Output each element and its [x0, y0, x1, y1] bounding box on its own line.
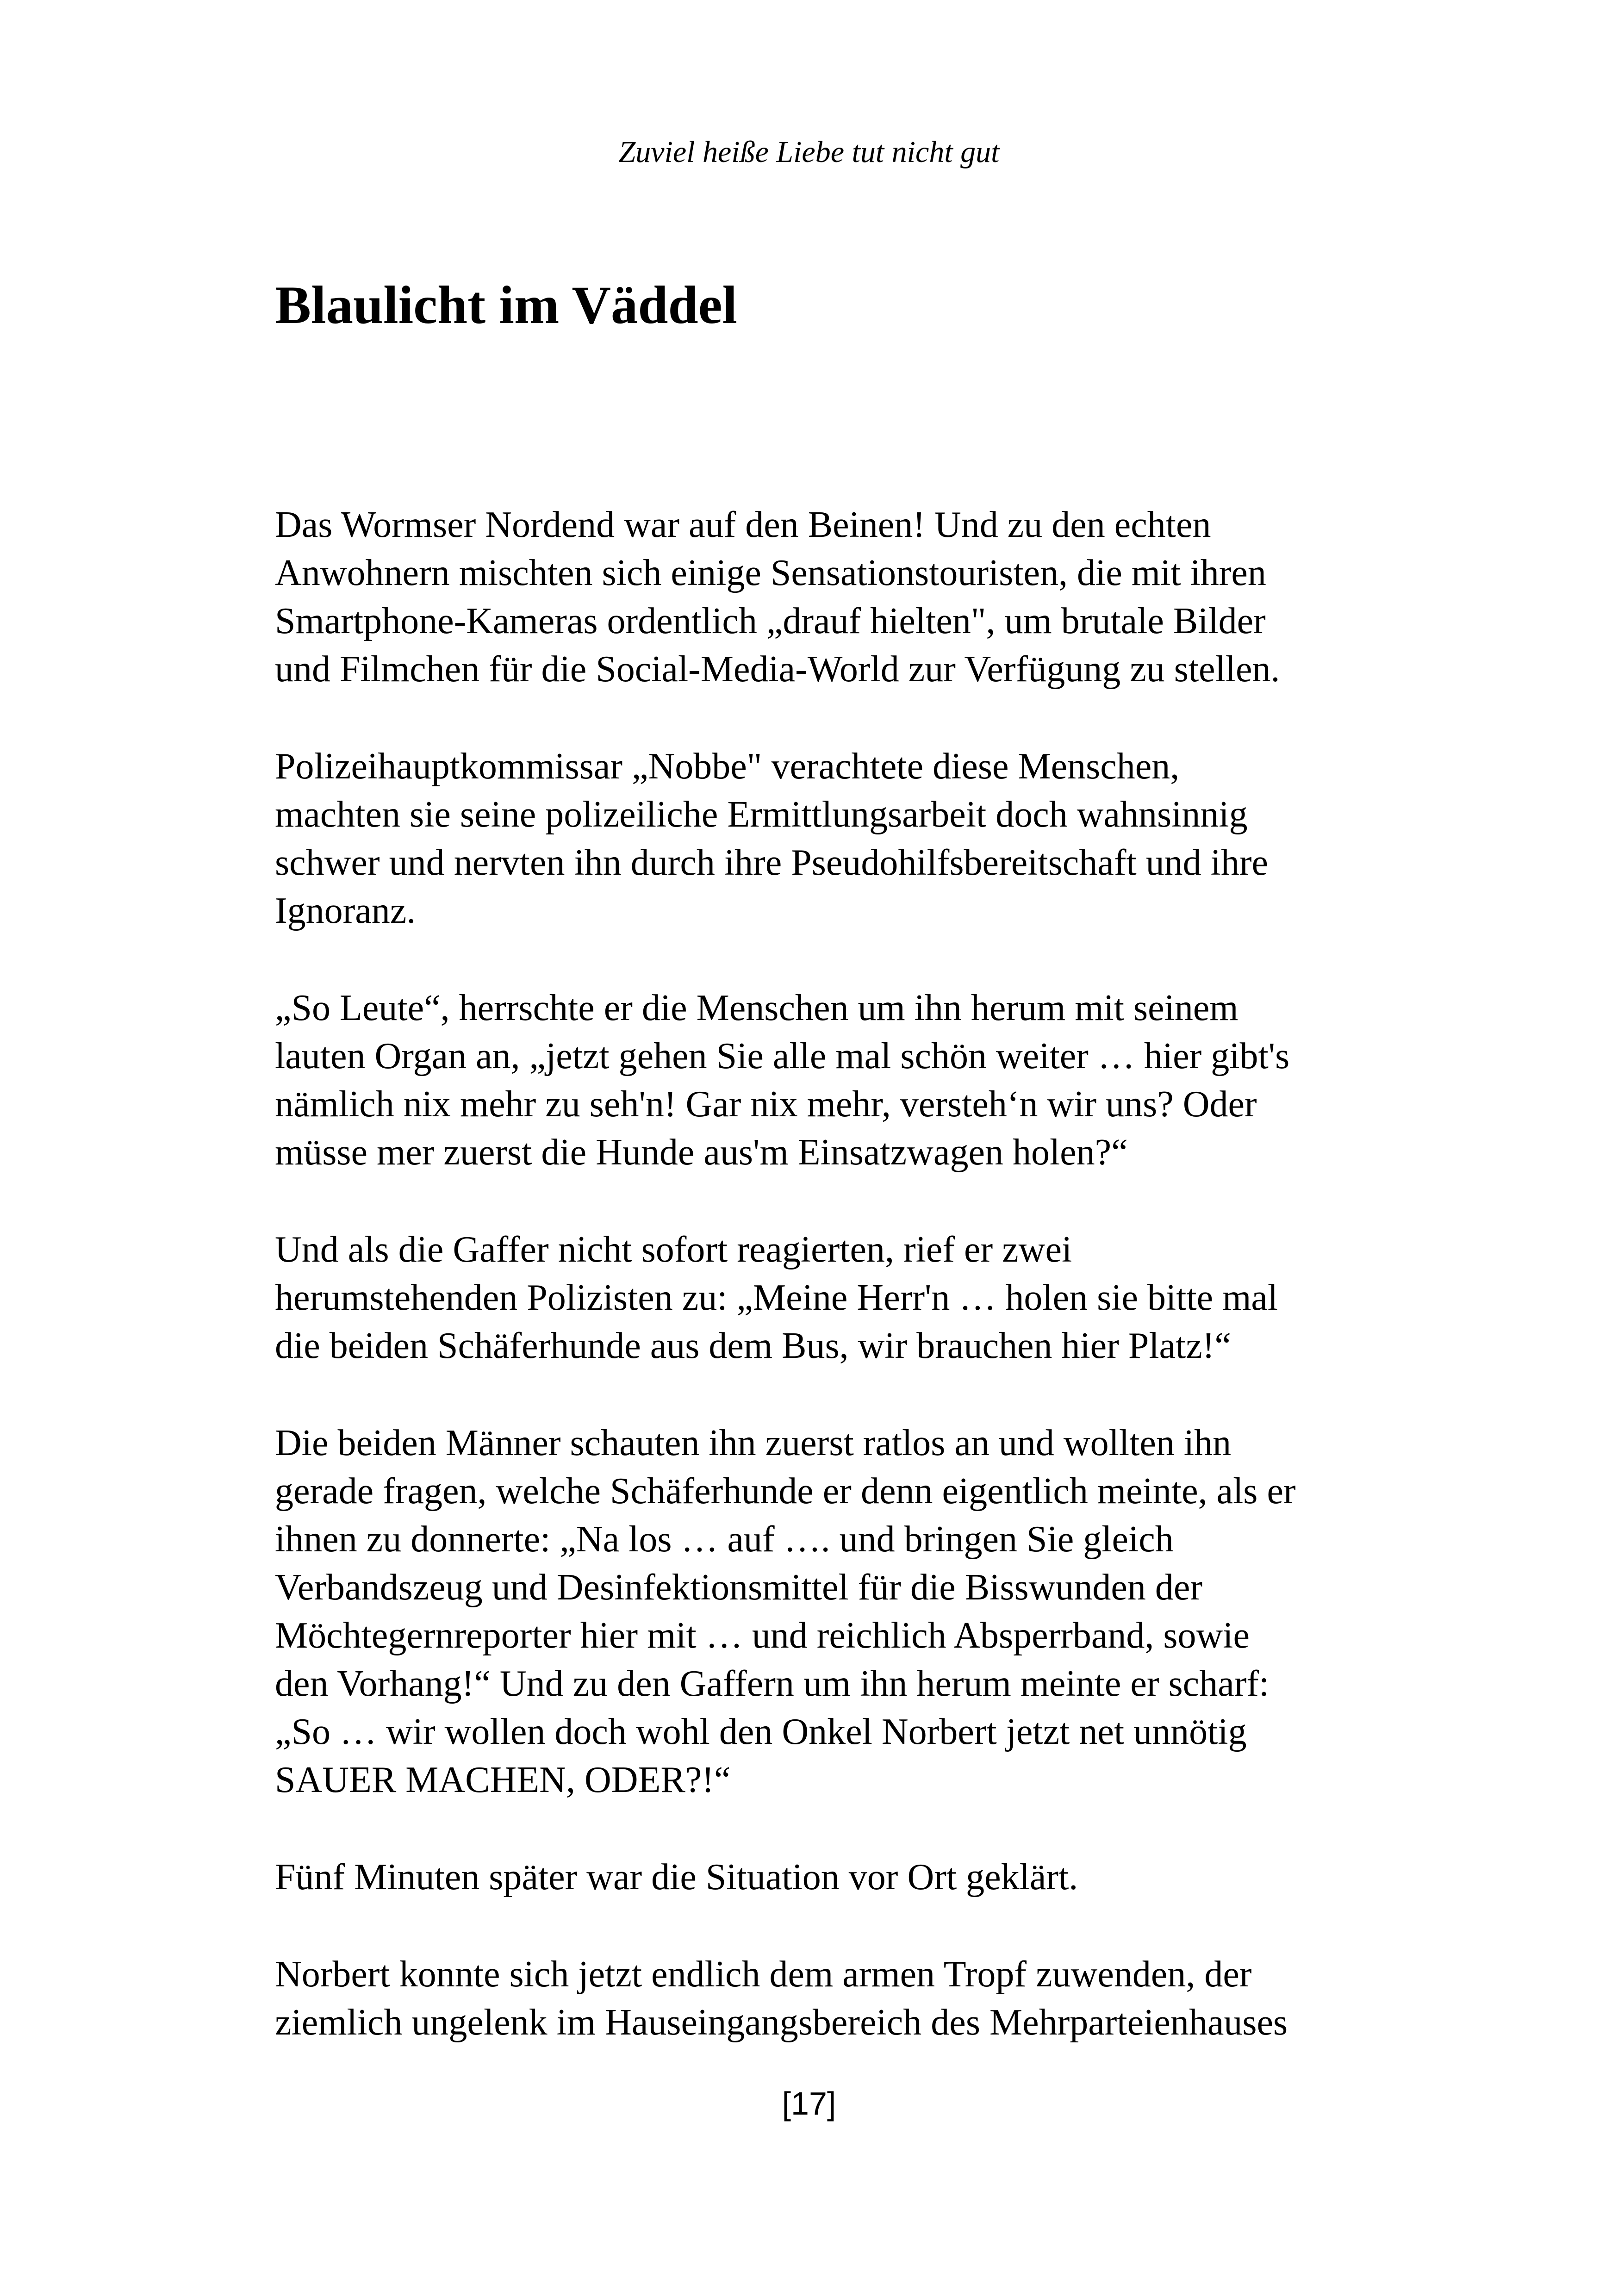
- chapter-title: Blaulicht im Väddel: [275, 275, 738, 335]
- paragraph-1: Das Wormser Nordend war auf den Beinen! Und zu den echten Anwohnern mischten sich einige Sensationstouristen, die mit ihren Smartphone-Kameras ordentlich „drauf hielten", um brutale Bilder und Filmchen für die Social-Media-World zur Verfügung zu stellen.: [275, 504, 1280, 690]
- paragraph-6: Fünf Minuten später war die Situation vor Ort geklärt.: [275, 1857, 1078, 1898]
- page-number: [17]: [782, 2085, 836, 2122]
- body-text: [275, 501, 1358, 2096]
- paragraph-2: Polizeihauptkommissar „Nobbe" verachtete diese Menschen, machten sie seine polizeiliche Ermittlungsarbeit doch wahnsinnig schwer und nervten ihn durch ihre Pseudohilfsbereitschaft und ihre Ignoranz.: [275, 746, 1269, 931]
- paragraph-3: „So Leute“, herrschte er die Menschen um ihn herum mit seinem lauten Organ an, „jetzt gehen Sie alle mal schön weiter … hier gibt's nämlich nix mehr zu seh'n! Gar nix mehr, versteh‘n wir uns? Oder müsse mer zuerst die Hunde aus'm Einsatzwagen holen?“: [275, 988, 1290, 1173]
- paragraph-7: Norbert konnte sich jetzt endlich dem armen Tropf zuwenden, der ziemlich ungelenk im Hauseingangsbereich des Mehrparteienhauses: [275, 1954, 1288, 2043]
- paragraph-4: Und als die Gaffer nicht sofort reagierten, rief er zwei herumstehenden Polizisten zu: „Meine Herr'n … holen sie bitte mal die beiden Schäferhunde aus dem Bus, wir brauchen hier Platz!“: [275, 1229, 1278, 1366]
- paragraph-5: Die beiden Männer schauten ihn zuerst ratlos an und wollten ihn gerade fragen, welche Schäferhunde er denn eigentlich meinte, als er ihnen zu donnerte: „Na los … auf …. und bringen Sie gleich Verbandszeug und Desinfektionsmittel für die Bisswunden der Möchtegernreporter hier mit … und reichlich Absperrband, sowie den Vorhang!“ Und zu den Gaffern um ihn herum meinte er scharf: „So … wir wollen doch wohl den Onkel Norbert jetzt net unnötig SAUER MACHEN, ODER?!“: [275, 1423, 1296, 1800]
- running-header: Zuviel heiße Liebe tut nicht gut: [618, 135, 1000, 169]
